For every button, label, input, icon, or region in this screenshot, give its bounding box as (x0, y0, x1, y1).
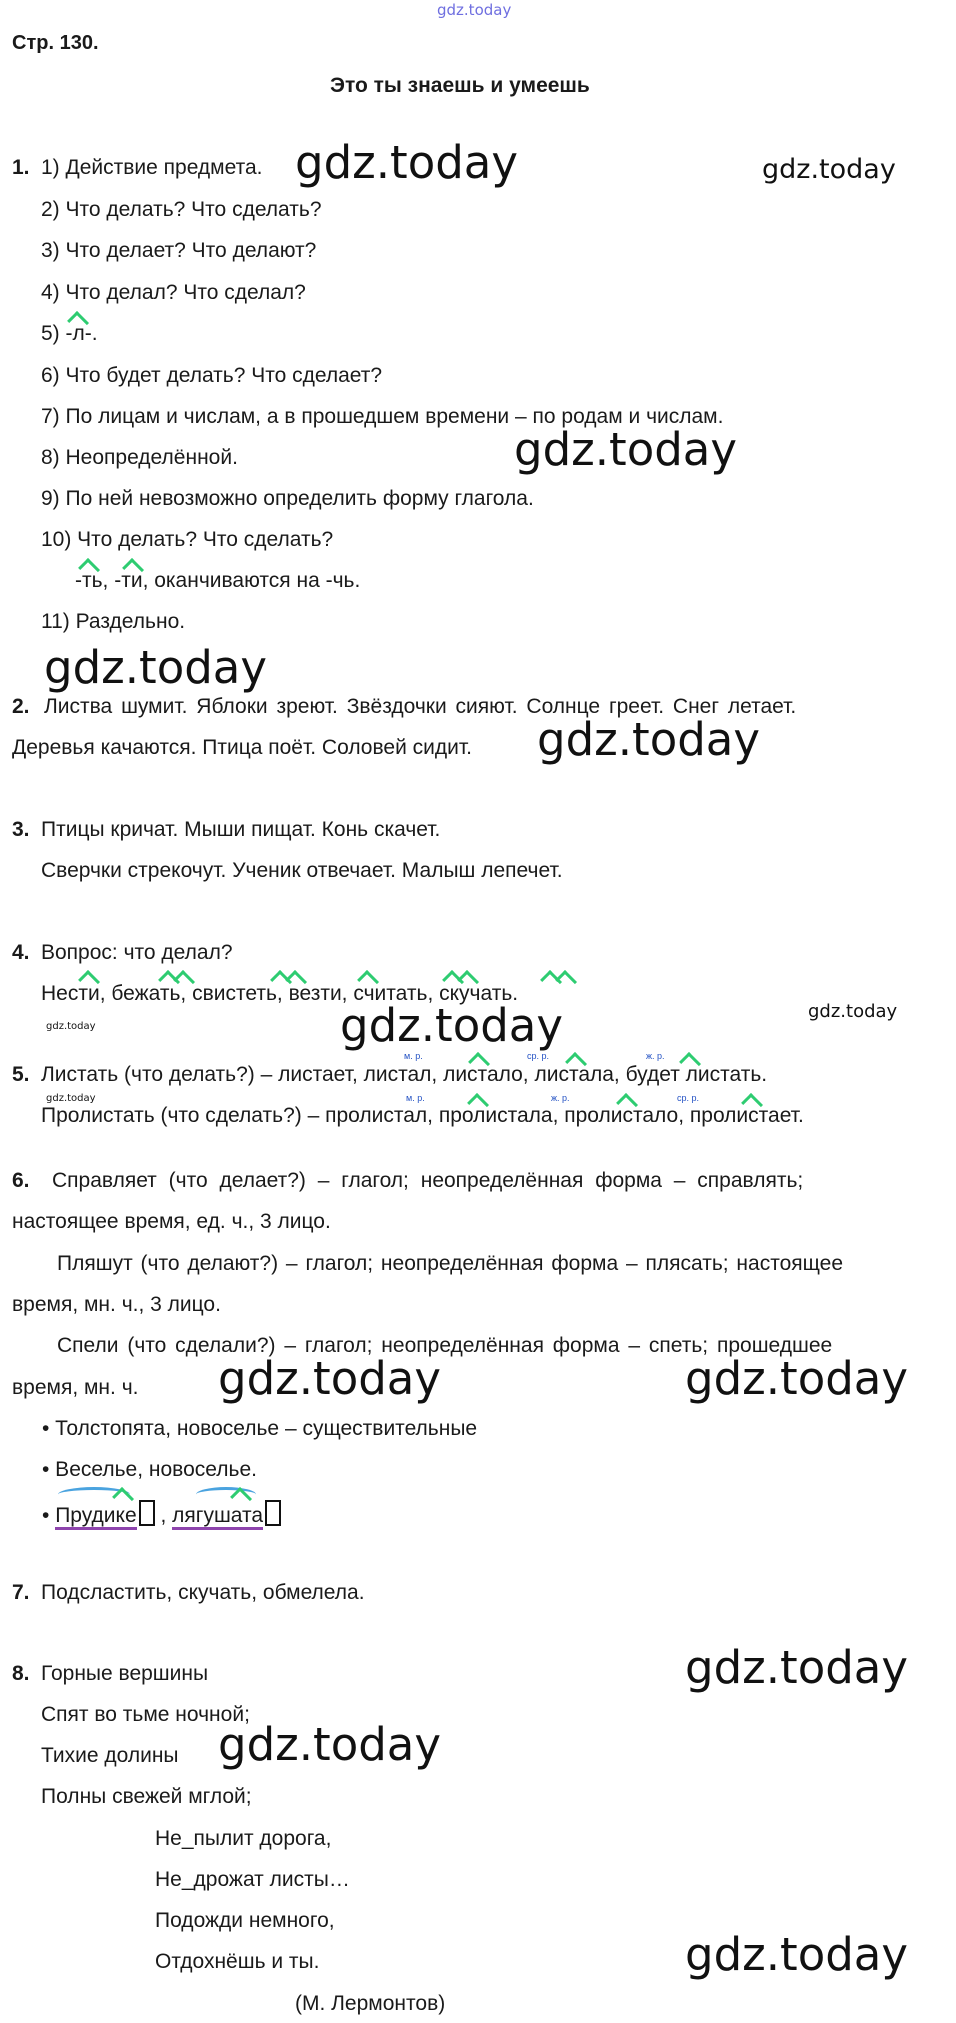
gender-mark: ср. р. (677, 1093, 700, 1103)
task-2-line: Деревья качаются. Птица поёт. Соловей сидит. (12, 736, 472, 759)
word-root-prudik: Прудике (55, 1504, 136, 1530)
poem-line: Не_пылит дорога, (155, 1827, 332, 1850)
gender-mark: м. р. (404, 1051, 423, 1061)
task-3-line: Сверчки стрекочут. Ученик отвечает. Малыш лепечет. (41, 859, 563, 882)
task-1-number: 1. (12, 156, 30, 179)
watermark: gdz.today (340, 999, 564, 1052)
poem-line: Тихие долины (41, 1744, 179, 1767)
task-8-number: 8. (12, 1662, 30, 1685)
task-5-line: Листать (что делать?) – листает, листал, листало, листала, будет листать. (41, 1063, 768, 1086)
page-number: Стр. 130. (12, 32, 99, 54)
watermark: gdz.today (46, 1093, 96, 1104)
task-6-bullet: • Толстопята, новоселье – существительные (42, 1417, 478, 1440)
gender-mark: ср. р. (527, 1051, 550, 1061)
watermark: gdz.today (46, 1021, 96, 1032)
bullet: • (42, 1504, 50, 1527)
task-1-item: 4) Что делал? Что сделал? (41, 281, 306, 304)
task-1-item: -ть, -ти, оканчиваются на -чь. (75, 569, 361, 592)
watermark: gdz.today (537, 713, 761, 766)
task-1-item: 3) Что делает? Что делают? (41, 239, 317, 262)
watermark: gdz.today (514, 423, 738, 476)
poem-line: Спят во тьме ночной; (41, 1703, 250, 1726)
gender-mark: м. р. (406, 1093, 425, 1103)
gender-mark: ж. р. (646, 1051, 665, 1061)
task-6-text: Спели (что сделали?) – глагол; неопределённая форма – спеть; прошедшее (57, 1334, 833, 1357)
task-1-item: 2) Что делать? Что сделать? (41, 198, 322, 221)
poem-line: Не_дрожат листы… (155, 1868, 350, 1891)
watermark: gdz.today (295, 136, 519, 189)
watermark: gdz.today (685, 1352, 909, 1405)
watermark: gdz.today (685, 1641, 909, 1694)
task-1-item: 6) Что будет делать? Что сделает? (41, 364, 383, 387)
task-1-item: 8) Неопределённой. (41, 446, 238, 469)
task-2-number: 2. (12, 695, 30, 718)
watermark: gdz.today (762, 154, 896, 185)
task-6-bullet: • Веселье, новоселье. (42, 1458, 257, 1481)
null-ending-box (265, 1500, 281, 1526)
word-root-lyagushat: лягушата (172, 1504, 263, 1530)
task-4-line: Нести, бежать, свистеть, везти, считать, скучать. (41, 982, 519, 1005)
task-6-text: Справляет (что делает?) – глагол; неопределённая форма – справлять; (52, 1169, 804, 1192)
task-1-item: 10) Что делать? Что сделать? (41, 528, 334, 551)
watermark: gdz.today (685, 1928, 909, 1981)
task-1-item: 11) Раздельно. (41, 610, 186, 633)
task-6-text: Пляшут (что делают?) – глагол; неопределённая форма – плясать; настоящее (57, 1252, 844, 1275)
task-4-line: Вопрос: что делал? (41, 941, 233, 964)
poem-line: Горные вершины (41, 1662, 209, 1685)
watermark: gdz.today (808, 1001, 898, 1022)
site-watermark-top: gdz.today (437, 1, 512, 19)
watermark: gdz.today (218, 1352, 442, 1405)
gender-mark: ж. р. (551, 1093, 570, 1103)
poem-line: Полны свежей мглой; (41, 1785, 252, 1808)
task-4-number: 4. (12, 941, 30, 964)
task-6-text: время, мн. ч., 3 лицо. (12, 1293, 221, 1316)
task-1-item: 7) По лицам и числам, а в прошедшем времени – по родам и числам. (41, 405, 724, 428)
poem-line: Отдохнёшь и ты. (155, 1950, 320, 1973)
poem-author: (М. Лермонтов) (295, 1992, 446, 2015)
null-ending-box (139, 1500, 155, 1526)
task-1-item: 9) По ней невозможно определить форму глагола. (41, 487, 534, 510)
task-2-line: Листва шумит. Яблоки зреют. Звёздочки сияют. Солнце греет. Снег летает. (44, 695, 797, 718)
task-6-text: настоящее время, ед. ч., 3 лицо. (12, 1210, 331, 1233)
watermark: gdz.today (44, 641, 268, 694)
task-1-item: 5) -л-. (41, 322, 98, 345)
task-3-number: 3. (12, 818, 30, 841)
task-7-text: Подсластить, скучать, обмелела. (41, 1581, 365, 1604)
task-6-text: время, мн. ч. (12, 1376, 139, 1399)
task-5-number: 5. (12, 1063, 30, 1086)
separator: , (160, 1504, 167, 1527)
task-6-number: 6. (12, 1169, 30, 1192)
task-7-number: 7. (12, 1581, 30, 1604)
watermark: gdz.today (218, 1718, 442, 1771)
task-1-item: 1) Действие предмета. (41, 156, 263, 179)
page-title: Это ты знаешь и умеешь (330, 74, 590, 97)
task-3-line: Птицы кричат. Мыши пищат. Конь скачет. (41, 818, 441, 841)
poem-line: Подожди немного, (155, 1909, 335, 1932)
task-5-line: Пролистать (что сделать?) – пролистал, пролистала, пролистало, пролистает. (41, 1104, 804, 1127)
